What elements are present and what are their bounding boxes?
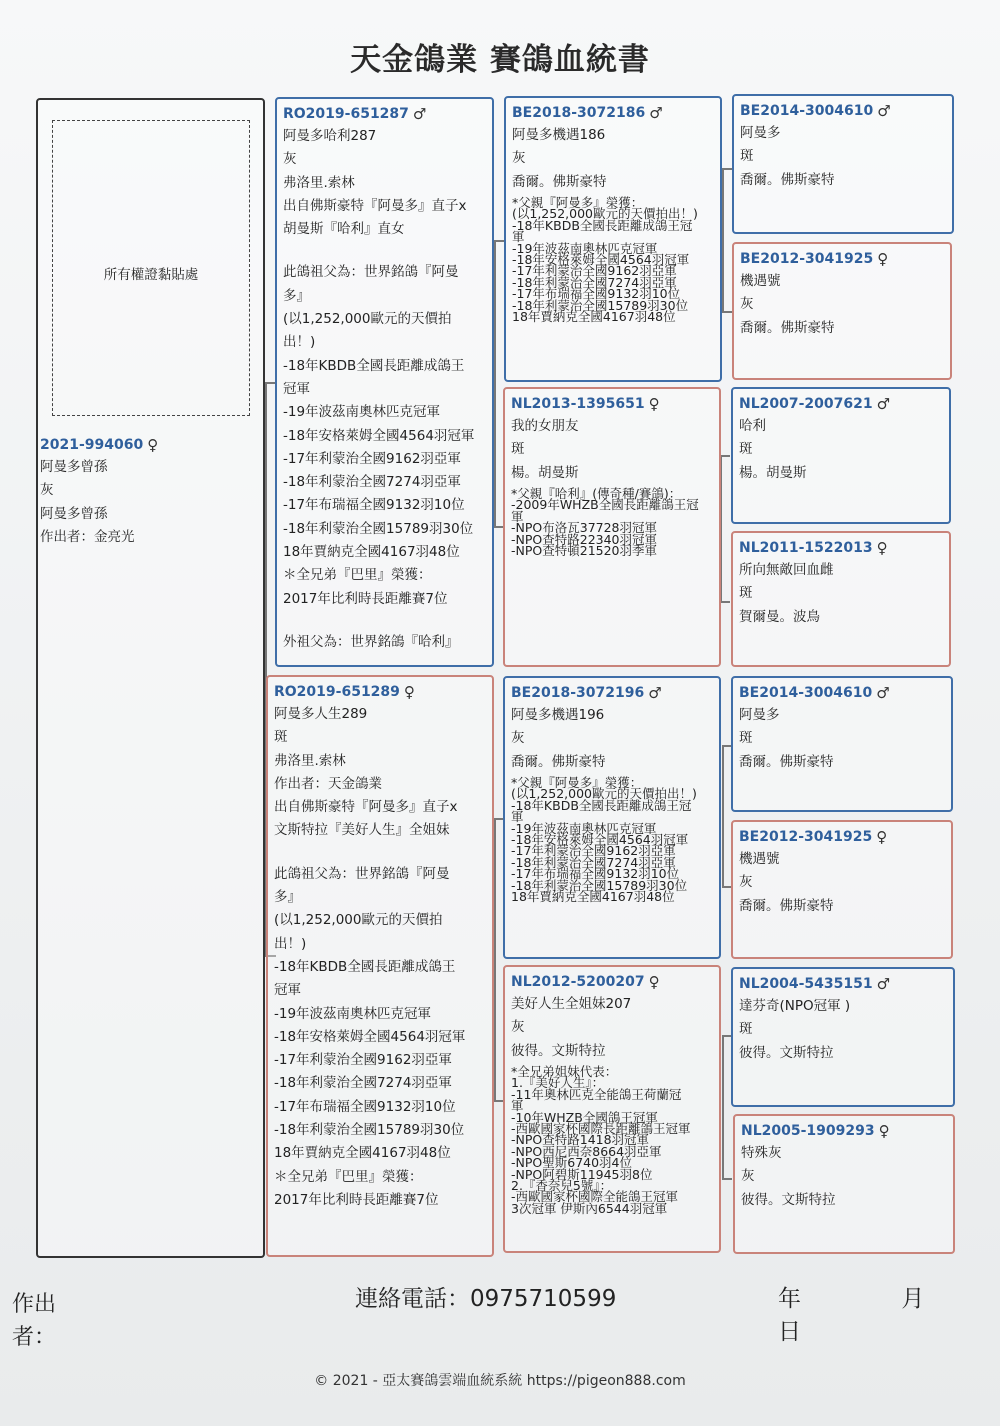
id-row (739, 537, 943, 559)
text-line: 斑 (274, 729, 288, 746)
male-icon: ♂ (877, 102, 891, 120)
text-line: 灰 (40, 482, 54, 499)
text-line: 阿曼多機遇196 (511, 707, 605, 723)
card-lines (512, 124, 714, 194)
note-line: *全兄弟姐妹代表： (511, 1063, 618, 1079)
text-line: 喬爾。佛斯豪特 (740, 319, 835, 336)
text-line: 灰 (512, 150, 526, 167)
note-line: 軍 (512, 229, 525, 245)
bracket-connector (720, 455, 730, 603)
gen4-card-3 (731, 387, 951, 524)
female-icon: ♀ (648, 395, 660, 413)
text-line: 機遇號 (739, 851, 780, 867)
text-line: 冠軍 (274, 982, 301, 999)
text-line: -18年利蒙治全國15789羽30位 (274, 1122, 465, 1139)
text-line: 斑 (739, 441, 753, 458)
certificate-sticker-area (52, 120, 250, 416)
note-line: -18年KBDB全國長距離成鴿王冠 (512, 217, 693, 233)
dam-notes (274, 863, 486, 1212)
text-line: 阿曼多哈利287 (283, 128, 377, 144)
ring-number: BE2014-3004610 (740, 103, 874, 119)
text-line: 冠軍 (283, 380, 310, 397)
ring-number: NL2012-5200207 (511, 974, 645, 990)
text-line: 喬爾。佛斯豪特 (740, 171, 835, 188)
text-line: 出！) (283, 334, 316, 351)
gen4-card-4 (731, 531, 951, 667)
text-line: 阿曼多人生289 (274, 706, 368, 722)
sire-id-row (283, 103, 486, 125)
note-line: (以1,252,000歐元的天價拍出！) (512, 206, 698, 222)
ring-number: BE2014-3004610 (739, 685, 873, 701)
note-line: -西歐國家杯國際全能鴿王冠軍 (511, 1189, 679, 1205)
note-line: 軍 (511, 508, 524, 524)
subject-id-row (40, 434, 260, 456)
female-icon: ♀ (876, 828, 888, 846)
dam-id-row (274, 681, 486, 703)
note-line: -19年波茲南奧林匹克冠軍 (512, 240, 658, 256)
text-line: 彼得。文斯特拉 (511, 1042, 606, 1059)
text-line: 彼得。文斯特拉 (739, 1044, 834, 1061)
female-icon: ♀ (877, 250, 889, 268)
gen4-card-1 (732, 94, 954, 234)
text-line: 作出者：天金鴿業 (274, 775, 382, 792)
text-line: -17年利蒙治全國9162羽亞軍 (283, 450, 461, 467)
note-line: 18年賈納克全國4167羽48位 (512, 308, 676, 324)
text-line: 斑 (739, 1021, 753, 1038)
id-row (511, 971, 713, 993)
card-lines (741, 1142, 947, 1212)
gen3-card-2 (503, 387, 721, 667)
text-line: 灰 (283, 151, 297, 168)
text-line: -17年布瑞福全國9132羽10位 (274, 1098, 456, 1115)
text-line: (以1,252,000歐元的天價拍 (274, 912, 443, 929)
card-lines (739, 704, 945, 774)
text-line: 彼得。文斯特拉 (741, 1191, 836, 1208)
id-row (739, 393, 943, 415)
note-line: 2.『香奈兒5號』： (511, 1177, 613, 1193)
note-line: -18年安格萊姆全國4564羽冠軍 (511, 831, 689, 847)
ring-number: RO2019-651287 (283, 106, 409, 122)
female-icon: ♀ (403, 683, 415, 701)
card-notes (511, 774, 713, 904)
ring-number: BE2018-3072186 (512, 105, 646, 121)
note-line: -18年KBDB全國長距離成鴿王冠 (511, 797, 692, 813)
text-line: 作出者：金亮光 (40, 528, 135, 545)
gen4-card-6 (731, 820, 953, 959)
note-line: 3次冠軍 伊斯內6544羽冠軍 (511, 1200, 668, 1216)
text-line: -18年KBDB全國長距離成鴿王 (283, 357, 465, 374)
text-line: 機遇號 (740, 273, 781, 289)
note-line: -17年利蒙治全國9162羽亞軍 (512, 263, 677, 279)
sticker-area-label: 所有權證黏貼處 (103, 267, 199, 283)
text-line: 外祖父為：世界銘鴿『哈利』 (283, 633, 459, 650)
card-lines (739, 995, 947, 1065)
ring-number: RO2019-651289 (274, 684, 400, 700)
text-line: 多』 (274, 889, 301, 906)
text-line: -18年安格萊姆全國4564羽冠軍 (283, 427, 475, 444)
text-line: 喬爾。佛斯豪特 (512, 173, 607, 190)
bracket-connector (722, 168, 732, 313)
date-month-label: 月 (901, 1286, 925, 1312)
card-notes (511, 1063, 713, 1216)
female-icon: ♀ (878, 1122, 890, 1140)
date-day-label: 日 (778, 1319, 801, 1345)
ring-number: BE2012-3041925 (740, 251, 874, 267)
note-line: -17年利蒙治全國9162羽亞軍 (511, 843, 676, 859)
text-line: 2017年比利時長距離賽7位 (283, 590, 448, 607)
ring-number: NL2011-1522013 (739, 540, 873, 556)
text-line: 出！) (274, 935, 307, 952)
text-line: 文斯特拉『美好人生』全姐妹 (274, 822, 450, 839)
text-line: 出自佛斯豪特『阿曼多』直子x (283, 197, 467, 214)
note-line: -18年安格萊姆全國4564羽冠軍 (512, 251, 690, 267)
gen3-card-1 (504, 96, 722, 382)
sire-notes-2 (283, 631, 486, 654)
female-icon: ♀ (147, 436, 159, 454)
text-line: 2017年比利時長距離賽7位 (274, 1191, 439, 1208)
text-line: 出自佛斯豪特『阿曼多』直子x (274, 799, 458, 816)
text-line: 弗洛里.索林 (274, 752, 346, 769)
text-line: 美好人生全姐妹207 (511, 996, 632, 1012)
text-line: 哈利 (739, 418, 766, 434)
text-line: 灰 (741, 1168, 755, 1185)
note-line: -NPO布洛瓦37728羽冠軍 (511, 520, 658, 536)
male-icon: ♂ (876, 684, 890, 702)
text-line: 斑 (740, 148, 754, 165)
text-line: ＊全兄弟『巴里』榮獲： (283, 567, 432, 584)
note-line: -NPO西尼西奈8664羽亞軍 (511, 1143, 662, 1159)
gen4-card-5 (731, 676, 953, 812)
text-line: -18年利蒙治全國7274羽亞軍 (274, 1075, 452, 1092)
maker-label: 作出者： (12, 1292, 57, 1350)
note-line: -西歐國家杯國際長距離鴿王冠軍 (511, 1120, 691, 1136)
female-icon: ♀ (648, 973, 660, 991)
text-line: -19年波茲南奧林匹克冠軍 (274, 1005, 432, 1022)
date-fields (778, 1280, 1000, 1346)
note-line: -18年利蒙治全國7274羽亞軍 (512, 274, 677, 290)
card-notes (512, 194, 714, 324)
note-line: -18年利蒙治全國15789羽30位 (512, 297, 689, 313)
text-line: 灰 (511, 730, 525, 747)
ring-number: NL2005-1909293 (741, 1123, 875, 1139)
text-line: 喬爾。佛斯豪特 (739, 753, 834, 770)
text-line: (以1,252,000歐元的天價拍 (283, 311, 452, 328)
text-line: 楊。胡曼斯 (739, 464, 807, 481)
text-line: -19年波茲南奧林匹克冠軍 (283, 404, 441, 421)
card-lines (739, 415, 943, 485)
text-line: 喬爾。佛斯豪特 (739, 897, 834, 914)
text-line: ＊全兄弟『巴里』榮獲： (274, 1168, 423, 1185)
card-lines (739, 848, 945, 918)
note-line: -19年波茲南奧林匹克冠軍 (511, 820, 657, 836)
card-lines (511, 704, 713, 774)
note-line: -18年利蒙治全國15789羽30位 (511, 877, 688, 893)
gen3-card-4 (503, 965, 721, 1253)
female-icon: ♀ (876, 539, 888, 557)
card-lines (740, 270, 944, 340)
text-line: 特殊灰 (741, 1145, 782, 1161)
note-line: (以1,252,000歐元的天價拍出！) (511, 786, 697, 802)
note-line: *父親『哈利』(傳奇種/賽鴿)： (511, 485, 682, 501)
ring-number: 2021-994060 (40, 437, 144, 453)
note-line: -NPO查特路1418羽冠軍 (511, 1132, 650, 1148)
ring-number: NL2004-5435151 (739, 976, 873, 992)
text-line: 阿曼多 (739, 707, 780, 723)
note-line: -18年利蒙治全國7274羽亞軍 (511, 854, 676, 870)
text-line: 達芬奇(NPO冠軍 ) (739, 998, 851, 1014)
text-line: 阿曼多機遇186 (512, 127, 606, 143)
id-row (739, 682, 945, 704)
note-line: -2009年WHZB全國長距離鴿王冠 (511, 497, 699, 513)
ring-number: BE2012-3041925 (739, 829, 873, 845)
text-line: 我的女朋友 (511, 418, 579, 434)
text-line: -18年KBDB全國長距離成鴿王 (274, 958, 456, 975)
dam-card (266, 675, 494, 1257)
card-lines (739, 559, 943, 629)
note-line: *父親『阿曼多』榮獲： (511, 774, 643, 790)
note-line: -NPO阿碧斯11945羽8位 (511, 1166, 653, 1182)
id-row (511, 393, 713, 415)
text-line: 喬爾。佛斯豪特 (511, 753, 606, 770)
id-row (511, 682, 713, 704)
gen4-card-2 (732, 242, 952, 380)
ring-number: NL2007-2007621 (739, 396, 873, 412)
note-line: 軍 (511, 1098, 524, 1114)
text-line: 斑 (511, 441, 525, 458)
text-line: 灰 (740, 296, 754, 313)
text-line: -18年利蒙治全國15789羽30位 (283, 520, 474, 537)
phone-number: 連絡電話：0975710599 (355, 1286, 617, 1312)
text-line: 斑 (739, 585, 753, 602)
text-line: 18年賈納克全國4167羽48位 (283, 544, 460, 561)
dam-lines (274, 703, 486, 843)
note-line: -17年布瑞福全國9132羽10位 (512, 286, 681, 302)
text-line: -17年布瑞福全國9132羽10位 (283, 497, 465, 514)
page-title: 天金鴿業 賽鴿血統書 (350, 42, 650, 78)
note-line: -17年布瑞福全國9132羽10位 (511, 866, 680, 882)
text-line: 此鴿祖父為：世界銘鴿『阿曼 (283, 264, 459, 281)
male-icon: ♂ (876, 395, 891, 413)
text-line: 阿曼多曾孫 (40, 459, 108, 475)
id-row (739, 973, 947, 995)
note-line: 軍 (511, 809, 524, 825)
sire-lines (283, 125, 486, 241)
text-line: 18年賈納克全國4167羽48位 (274, 1145, 451, 1162)
text-line: 所向無敵回血雌 (739, 562, 834, 578)
note-line: -11年奧林匹克全能鴿王荷蘭冠 (511, 1086, 682, 1102)
id-row (512, 102, 714, 124)
text-line: 阿曼多 (740, 125, 781, 141)
note-line: -NPO聖斯6740羽4位 (511, 1155, 633, 1171)
text-line: 賀爾曼。波鳥 (739, 608, 820, 625)
id-row (741, 1120, 947, 1142)
copyright: © 2021 - 亞太賽鴿雲端血統系統 https://pigeon888.com (314, 1373, 686, 1389)
text-line: -18年安格萊姆全國4564羽冠軍 (274, 1028, 466, 1045)
id-row (740, 248, 944, 270)
text-line: -18年利蒙治全國7274羽亞軍 (283, 474, 461, 491)
text-line: 斑 (739, 730, 753, 747)
gen4-card-8 (733, 1114, 955, 1254)
id-row (739, 826, 945, 848)
card-lines (511, 993, 713, 1063)
text-line: 灰 (511, 1019, 525, 1036)
sire-card (275, 97, 494, 667)
text-line: 此鴿祖父為：世界銘鴿『阿曼 (274, 865, 450, 882)
gen4-card-7 (731, 967, 955, 1107)
id-row (740, 100, 946, 122)
subject-lines (40, 456, 260, 549)
subject-info (40, 434, 260, 549)
text-line: 胡曼斯『哈利』直女 (283, 221, 405, 238)
male-icon: ♂ (648, 684, 662, 702)
sire-notes (283, 261, 486, 610)
note-line: *父親『阿曼多』榮獲： (512, 194, 644, 210)
card-notes (511, 485, 713, 558)
gen3-card-3 (503, 676, 721, 959)
note-line: -NPO查特頓21520羽季軍 (511, 542, 658, 558)
note-line: 18年賈納克全國4167羽48位 (511, 888, 675, 904)
text-line: 阿曼多曾孫 (40, 505, 108, 522)
ring-number: BE2018-3072196 (511, 685, 645, 701)
ring-number: NL2013-1395651 (511, 396, 645, 412)
note-line: -10年WHZB全國鴿王冠軍 (511, 1109, 658, 1125)
note-line: 1.『美好人生』： (511, 1075, 605, 1091)
text-line: 多』 (283, 287, 310, 304)
text-line: 灰 (739, 874, 753, 891)
male-icon: ♂ (876, 975, 891, 993)
text-line: 弗洛里.索林 (283, 174, 355, 191)
note-line: -NPO查特路22340羽冠軍 (511, 531, 658, 547)
card-lines (511, 415, 713, 485)
male-icon: ♂ (649, 104, 663, 122)
male-icon: ♂ (412, 105, 427, 123)
card-lines (740, 122, 946, 192)
text-line: 楊。胡曼斯 (511, 464, 579, 481)
text-line: -17年利蒙治全國9162羽亞軍 (274, 1052, 452, 1069)
date-year-label: 年 (778, 1286, 801, 1312)
